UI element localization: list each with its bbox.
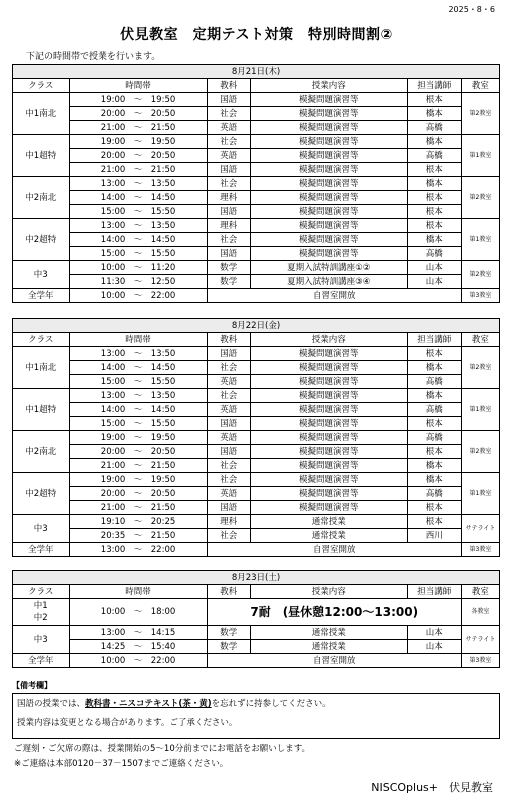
table-row — [13, 473, 500, 487]
time-cell: 10:00 ～ 22:00 — [69, 654, 207, 668]
teacher-cell: 高橋 — [407, 149, 461, 163]
content-cell: 模擬問題演習等 — [251, 417, 408, 431]
teacher-cell: 橋本 — [407, 459, 461, 473]
table-row — [13, 163, 500, 177]
day-header: 8月22日(金) — [13, 319, 500, 333]
room-cell: 第1教室 — [461, 219, 499, 261]
table-row — [13, 261, 500, 275]
class-cell: 中1南北 — [13, 93, 70, 135]
class-cell: 中1南北 — [13, 347, 70, 389]
table-row — [13, 417, 500, 431]
subject-cell: 数学 — [207, 626, 250, 640]
notes-section — [12, 680, 500, 739]
teacher-cell: 高橋 — [407, 247, 461, 261]
table-row — [13, 459, 500, 473]
content-cell: 模擬問題演習等 — [251, 487, 408, 501]
time-cell: 13:00 ～ 13:50 — [69, 389, 207, 403]
subject-cell: 国語 — [207, 347, 250, 361]
class-cell: 中2南北 — [13, 431, 70, 473]
teacher-cell: 橋本 — [407, 233, 461, 247]
table-row — [13, 149, 500, 163]
table-row — [13, 515, 500, 529]
subject-cell: 国語 — [207, 205, 250, 219]
content-cell: 模擬問題演習等 — [251, 361, 408, 375]
notes-box — [12, 693, 500, 739]
teacher-cell: 根本 — [407, 93, 461, 107]
time-cell: 10:00 ～ 18:00 — [69, 599, 207, 626]
subject-cell: 英語 — [207, 403, 250, 417]
column-header-teacher: 担当講師 — [407, 585, 461, 599]
class-cell: 中3 — [13, 261, 70, 289]
table-row — [13, 375, 500, 389]
subject-cell: 社会 — [207, 135, 250, 149]
table-row — [13, 177, 500, 191]
teacher-cell: 橋本 — [407, 473, 461, 487]
column-header-room: 教室 — [461, 79, 499, 93]
subject-cell: 数学 — [207, 275, 250, 289]
table-row — [13, 403, 500, 417]
teacher-cell: 根本 — [407, 347, 461, 361]
content-cell: 模擬問題演習等 — [251, 375, 408, 389]
schedule-table-day-3 — [12, 570, 500, 668]
table-row — [13, 640, 500, 654]
content-cell: 模擬問題演習等 — [251, 473, 408, 487]
teacher-cell: 山本 — [407, 640, 461, 654]
time-cell: 13:00 ～ 13:50 — [69, 219, 207, 233]
class-cell — [13, 599, 70, 626]
table-row — [13, 205, 500, 219]
class-cell: 全学年 — [13, 654, 70, 668]
time-cell: 19:10 ～ 20:25 — [69, 515, 207, 529]
room-cell: 第2教室 — [461, 261, 499, 289]
subject-cell: 社会 — [207, 459, 250, 473]
content-cell: 模擬問題演習等 — [251, 247, 408, 261]
content-cell: 模擬問題演習等 — [251, 163, 408, 177]
content-cell: 模擬問題演習等 — [251, 135, 408, 149]
content-cell: 模擬問題演習等 — [251, 403, 408, 417]
content-cell: 夏期入試特訓講座③④ — [251, 275, 408, 289]
time-cell: 21:00 ～ 21:50 — [69, 459, 207, 473]
teacher-cell: 根本 — [407, 219, 461, 233]
time-cell: 21:00 ～ 21:50 — [69, 121, 207, 135]
content-cell: 模擬問題演習等 — [251, 431, 408, 445]
room-cell: サテライト — [461, 626, 499, 654]
table-row — [13, 389, 500, 403]
content-cell: 通常授業 — [251, 515, 408, 529]
content-cell: 模擬問題演習等 — [251, 445, 408, 459]
school-name: NISCOplus+ 伏見教室 — [371, 781, 493, 794]
table-row — [13, 107, 500, 121]
table-row — [13, 191, 500, 205]
subject-cell: 社会 — [207, 361, 250, 375]
time-cell: 21:00 ～ 21:50 — [69, 501, 207, 515]
room-cell: 第1教室 — [461, 389, 499, 431]
column-header-subject: 教科 — [207, 585, 250, 599]
subject-cell: 国語 — [207, 501, 250, 515]
contact-note-1: ご遅刻・ご欠席の際は、授業開始の5～10分前までにお電話をお願いします。 — [14, 744, 311, 754]
time-cell: 13:00 ～ 14:15 — [69, 626, 207, 640]
intro-text: 下記の時間帯で授業を行います。 — [26, 52, 161, 62]
time-cell: 13:00 ～ 13:50 — [69, 177, 207, 191]
content-cell: 自習室開放 — [207, 543, 461, 557]
time-cell: 20:35 ～ 21:50 — [69, 529, 207, 543]
column-header-content: 授業内容 — [251, 585, 408, 599]
teacher-cell: 根本 — [407, 515, 461, 529]
content-cell: 模擬問題演習等 — [251, 149, 408, 163]
subject-cell: 英語 — [207, 487, 250, 501]
content-cell: 模擬問題演習等 — [251, 121, 408, 135]
subject-cell: 英語 — [207, 121, 250, 135]
notes-line-2: 授業内容は変更となる場合があります。ご了承ください。 — [17, 718, 238, 728]
subject-cell: 英語 — [207, 375, 250, 389]
class-cell: 全学年 — [13, 289, 70, 303]
notes-line-1: 国語の授業では、教科書・ニスコテキスト(茶・黄)を忘れずに持参してください。 — [17, 699, 331, 709]
room-cell: 第2教室 — [461, 93, 499, 135]
schedule-table-day-2 — [12, 318, 500, 557]
class-cell: 全学年 — [13, 543, 70, 557]
column-header-class: クラス — [13, 333, 70, 347]
teacher-cell: 山本 — [407, 626, 461, 640]
room-cell: サテライト — [461, 515, 499, 543]
table-row — [13, 347, 500, 361]
column-header-room: 教室 — [461, 333, 499, 347]
teacher-cell: 根本 — [407, 445, 461, 459]
content-cell: 模擬問題演習等 — [251, 389, 408, 403]
day-header: 8月21日(木) — [13, 65, 500, 79]
table-row — [13, 247, 500, 261]
teacher-cell: 山本 — [407, 261, 461, 275]
subject-cell: 理科 — [207, 219, 250, 233]
content-cell: 模擬問題演習等 — [251, 233, 408, 247]
room-cell: 第3教室 — [461, 543, 499, 557]
teacher-cell: 橋本 — [407, 107, 461, 121]
class-cell: 中1超特 — [13, 135, 70, 177]
time-cell: 11:30 ～ 12:50 — [69, 275, 207, 289]
room-cell: 第2教室 — [461, 177, 499, 219]
subject-cell: 国語 — [207, 93, 250, 107]
subject-cell: 社会 — [207, 107, 250, 121]
time-cell: 20:00 ～ 20:50 — [69, 107, 207, 121]
table-row — [13, 543, 500, 557]
page-title: 伏見教室 定期テスト対策 特別時間割② — [120, 27, 393, 43]
time-cell: 14:00 ～ 14:50 — [69, 361, 207, 375]
room-cell: 第2教室 — [461, 431, 499, 473]
class-cell: 中2超特 — [13, 473, 70, 515]
time-cell: 19:00 ～ 19:50 — [69, 135, 207, 149]
subject-cell: 社会 — [207, 177, 250, 191]
time-cell: 15:00 ～ 15:50 — [69, 205, 207, 219]
time-cell: 10:00 ～ 22:00 — [69, 289, 207, 303]
table-row — [13, 431, 500, 445]
subject-cell: 英語 — [207, 149, 250, 163]
column-header-subject: 教科 — [207, 79, 250, 93]
special-event: 7耐 (昼休憩12:00～13:00) — [207, 599, 461, 626]
table-row — [13, 135, 500, 149]
class-line: 中2 — [33, 613, 48, 623]
time-cell: 13:00 ～ 22:00 — [69, 543, 207, 557]
subject-cell: 社会 — [207, 389, 250, 403]
subject-cell: 国語 — [207, 417, 250, 431]
subject-cell: 社会 — [207, 233, 250, 247]
content-cell: 通常授業 — [251, 626, 408, 640]
time-cell: 19:00 ～ 19:50 — [69, 93, 207, 107]
subject-cell: 理科 — [207, 191, 250, 205]
column-header-class: クラス — [13, 79, 70, 93]
class-cell: 中2南北 — [13, 177, 70, 219]
table-row — [13, 487, 500, 501]
content-cell: 通常授業 — [251, 640, 408, 654]
teacher-cell: 橋本 — [407, 389, 461, 403]
column-header-room: 教室 — [461, 585, 499, 599]
contact-note-2: ※ご連絡は本部0120－37－1507までご連絡ください。 — [14, 759, 229, 769]
time-cell: 15:00 ～ 15:50 — [69, 417, 207, 431]
time-cell: 19:00 ～ 19:50 — [69, 431, 207, 445]
table-row — [13, 599, 500, 626]
column-header-class: クラス — [13, 585, 70, 599]
subject-cell: 数学 — [207, 640, 250, 654]
subject-cell: 数学 — [207, 261, 250, 275]
room-cell: 第1教室 — [461, 473, 499, 515]
table-row — [13, 654, 500, 668]
teacher-cell: 高橋 — [407, 403, 461, 417]
content-cell: 模擬問題演習等 — [251, 93, 408, 107]
column-header-subject: 教科 — [207, 333, 250, 347]
content-cell: 模擬問題演習等 — [251, 107, 408, 121]
teacher-cell: 高橋 — [407, 121, 461, 135]
issue-date: 2025・8・6 — [448, 5, 495, 14]
subject-cell: 英語 — [207, 431, 250, 445]
table-row — [13, 501, 500, 515]
column-header-time: 時間帯 — [69, 333, 207, 347]
teacher-cell: 根本 — [407, 191, 461, 205]
column-header-content: 授業内容 — [251, 79, 408, 93]
time-cell: 19:00 ～ 19:50 — [69, 473, 207, 487]
content-cell: 自習室開放 — [207, 654, 461, 668]
time-cell: 14:25 ～ 15:40 — [69, 640, 207, 654]
table-row — [13, 289, 500, 303]
table-row — [13, 219, 500, 233]
time-cell: 21:00 ～ 21:50 — [69, 163, 207, 177]
time-cell: 14:00 ～ 14:50 — [69, 403, 207, 417]
content-cell: 通常授業 — [251, 529, 408, 543]
time-cell: 13:00 ～ 13:50 — [69, 347, 207, 361]
time-cell: 20:00 ～ 20:50 — [69, 487, 207, 501]
content-cell: 模擬問題演習等 — [251, 177, 408, 191]
content-cell: 模擬問題演習等 — [251, 459, 408, 473]
room-cell: 第1教室 — [461, 135, 499, 177]
teacher-cell: 山本 — [407, 275, 461, 289]
teacher-cell: 根本 — [407, 501, 461, 515]
content-cell: 模擬問題演習等 — [251, 191, 408, 205]
table-row — [13, 233, 500, 247]
time-cell: 20:00 ～ 20:50 — [69, 445, 207, 459]
subject-cell: 国語 — [207, 163, 250, 177]
column-header-time: 時間帯 — [69, 79, 207, 93]
time-cell: 15:00 ～ 15:50 — [69, 375, 207, 389]
content-cell: 模擬問題演習等 — [251, 347, 408, 361]
class-cell: 中1超特 — [13, 389, 70, 431]
time-cell: 14:00 ～ 14:50 — [69, 233, 207, 247]
teacher-cell: 橋本 — [407, 177, 461, 191]
table-row — [13, 445, 500, 459]
content-cell: 模擬問題演習等 — [251, 501, 408, 515]
room-cell: 第3教室 — [461, 654, 499, 668]
column-header-teacher: 担当講師 — [407, 333, 461, 347]
room-cell: 各教室 — [461, 599, 499, 626]
table-row — [13, 529, 500, 543]
notes-heading: 【備考欄】 — [12, 681, 52, 690]
column-header-teacher: 担当講師 — [407, 79, 461, 93]
teacher-cell: 高橋 — [407, 431, 461, 445]
teacher-cell: 根本 — [407, 163, 461, 177]
teacher-cell: 根本 — [407, 417, 461, 431]
teacher-cell: 西川 — [407, 529, 461, 543]
teacher-cell: 高橋 — [407, 375, 461, 389]
column-header-time: 時間帯 — [69, 585, 207, 599]
class-cell: 中3 — [13, 515, 70, 543]
table-row — [13, 121, 500, 135]
column-header-content: 授業内容 — [251, 333, 408, 347]
content-cell: 夏期入試特訓講座①② — [251, 261, 408, 275]
teacher-cell: 高橋 — [407, 487, 461, 501]
time-cell: 20:00 ～ 20:50 — [69, 149, 207, 163]
time-cell: 10:00 ～ 11:20 — [69, 261, 207, 275]
content-cell: 自習室開放 — [207, 289, 461, 303]
subject-cell: 社会 — [207, 529, 250, 543]
content-cell: 模擬問題演習等 — [251, 219, 408, 233]
table-row — [13, 93, 500, 107]
time-cell: 15:00 ～ 15:50 — [69, 247, 207, 261]
subject-cell: 国語 — [207, 247, 250, 261]
schedule-table-day-1 — [12, 64, 500, 303]
content-cell: 模擬問題演習等 — [251, 205, 408, 219]
subject-cell: 国語 — [207, 445, 250, 459]
time-cell: 14:00 ～ 14:50 — [69, 191, 207, 205]
room-cell: 第3教室 — [461, 289, 499, 303]
table-row — [13, 275, 500, 289]
subject-cell: 理科 — [207, 515, 250, 529]
class-line: 中1 — [33, 601, 48, 611]
table-row — [13, 626, 500, 640]
room-cell: 第2教室 — [461, 347, 499, 389]
teacher-cell: 橋本 — [407, 135, 461, 149]
class-cell: 中2超特 — [13, 219, 70, 261]
class-cell: 中3 — [13, 626, 70, 654]
required-materials: 教科書・ニスコテキスト(茶・黄) — [85, 699, 212, 709]
table-row — [13, 361, 500, 375]
day-header: 8月23日(土) — [13, 571, 500, 585]
subject-cell: 社会 — [207, 473, 250, 487]
teacher-cell: 根本 — [407, 205, 461, 219]
teacher-cell: 橋本 — [407, 361, 461, 375]
